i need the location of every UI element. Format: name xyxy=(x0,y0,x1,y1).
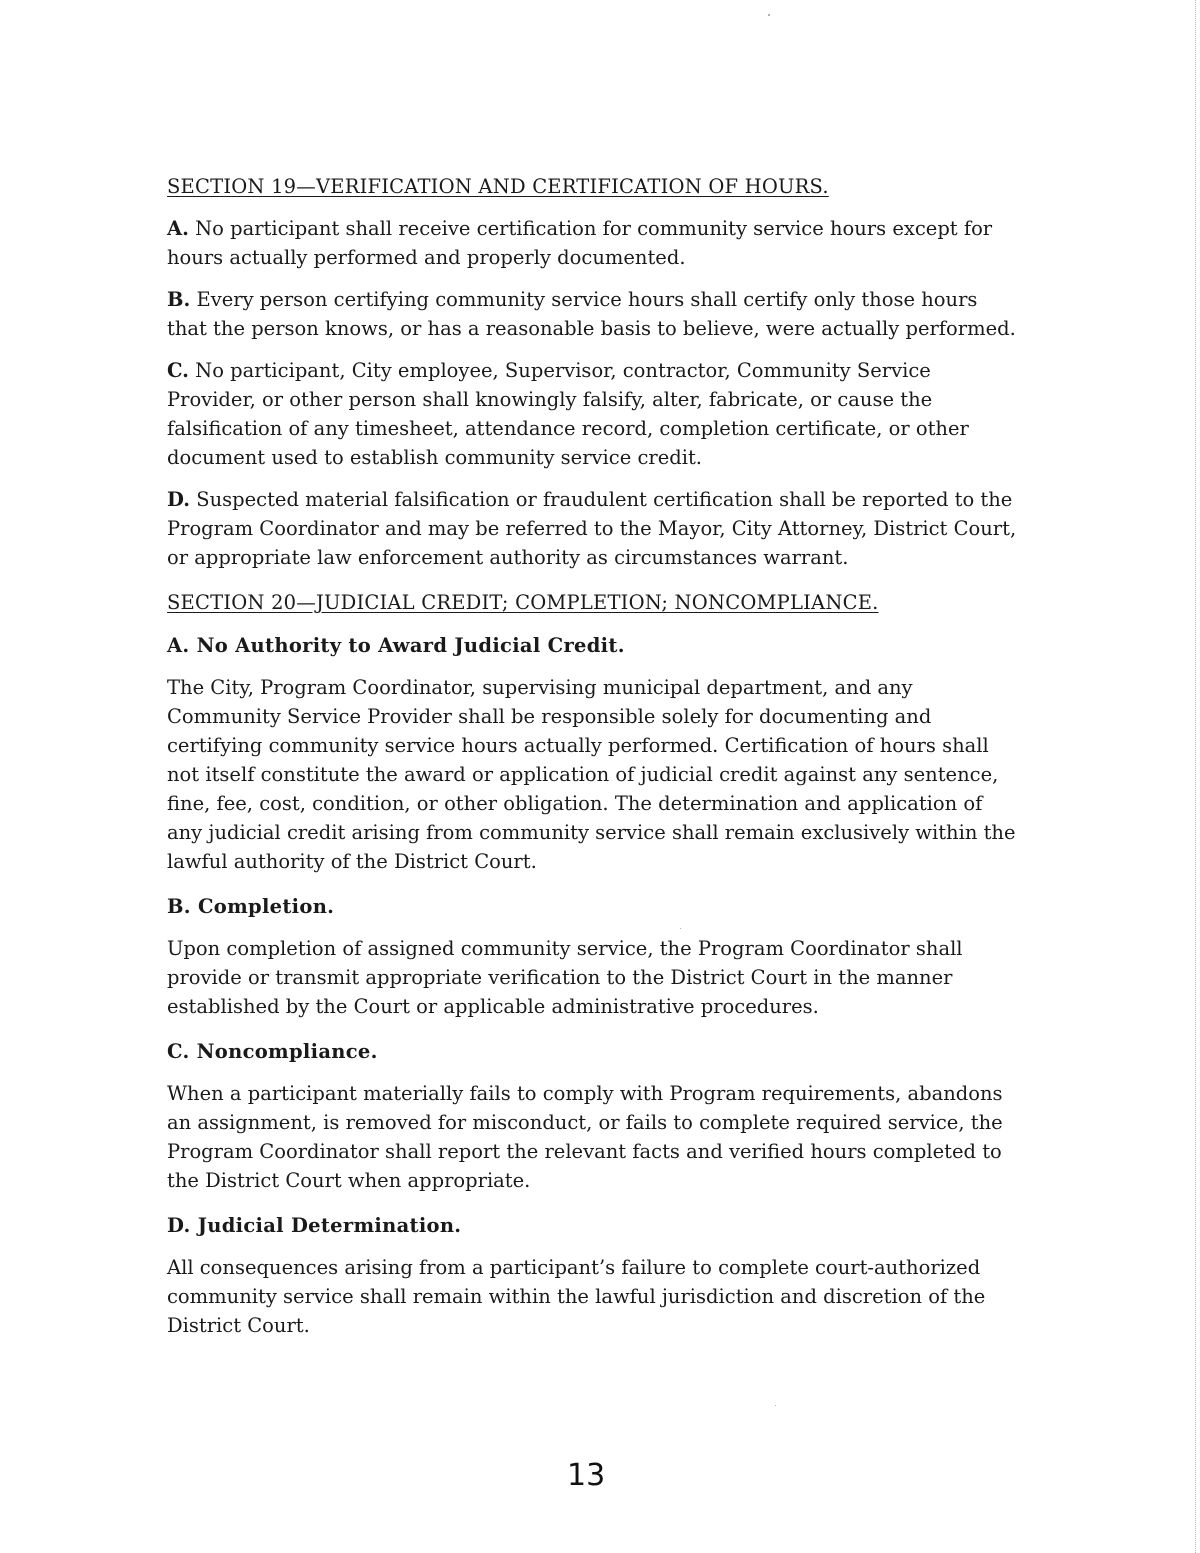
subsection-a-title: A. No Authority to Award Judicial Credit. xyxy=(167,634,625,657)
section-19-heading: SECTION 19—VERIFICATION AND CERTIFICATION OF HOURS. xyxy=(167,175,829,198)
page-number: 13 xyxy=(567,1458,606,1493)
subsection-d-title: D. Judicial Determination. xyxy=(167,1214,462,1237)
paragraph-letter: D. xyxy=(167,488,191,511)
paragraph-text: No participant shall receive certification for community service hours except for hours actually performed and properly documented. xyxy=(167,217,993,269)
scan-edge-line xyxy=(1195,0,1196,1553)
paragraph-letter: B. xyxy=(167,288,191,311)
scan-speck xyxy=(775,1405,776,1406)
section-19-paragraph-d xyxy=(167,485,1017,572)
section-19-paragraph-a xyxy=(167,214,1017,272)
subsection-b-title: B. Completion. xyxy=(167,895,335,918)
section-20-heading: SECTION 20—JUDICIAL CREDIT; COMPLETION; NONCOMPLIANCE. xyxy=(167,591,879,614)
paragraph-text: Suspected material falsification or fraudulent certification shall be reported to the Program Coordinator and may be referred to the Mayor, City Attorney, District Court, or appropriate law enforcement authority as circumstances warrant. xyxy=(167,488,1017,569)
scan-speck xyxy=(768,14,770,16)
paragraph-text: Every person certifying community service hours shall certify only those hours that the person knows, or has a reasonable basis to believe, were actually performed. xyxy=(167,288,1016,340)
subsection-b-text: Upon completion of assigned community service, the Program Coordinator shall provide or transmit appropriate verification to the District Court in the manner established by the Court or applicable administrative procedures. xyxy=(167,937,963,1018)
paragraph-letter: A. xyxy=(167,217,189,240)
subsection-c-text: When a participant materially fails to comply with Program requirements, abandons an assignment, is removed for misconduct, or fails to complete required service, the Program Coordinator shall report the relevant facts and verified hours completed to the District Court when appropriate. xyxy=(167,1082,1003,1192)
subsection-c-title: C. Noncompliance. xyxy=(167,1040,378,1063)
paragraph-letter: C. xyxy=(167,359,189,382)
subsection-a-text: The City, Program Coordinator, supervising municipal department, and any Community Service Provider shall be responsible solely for documenting and certifying community service hours actually performed. Certification of hours shall not itself constitute the award or application of judicial credit against any sentence, fine, fee, cost, condition, or other obligation. The determination and application of any judicial credit arising from community service shall remain exclusively within the lawful authority of the District Court. xyxy=(167,676,1016,873)
page-content xyxy=(167,172,1017,1353)
paragraph-text: No participant, City employee, Supervisor, contractor, Community Service Provider, or other person shall knowingly falsify, alter, fabricate, or cause the falsification of any timesheet, attendance record, completion certificate, or other document used to establish community service credit. xyxy=(167,359,969,469)
section-19-paragraph-b xyxy=(167,285,1017,343)
section-19-paragraph-c xyxy=(167,356,1017,472)
subsection-d-text: All consequences arising from a participant’s failure to complete court-authorized community service shall remain within the lawful jurisdiction and discretion of the District Court. xyxy=(167,1256,986,1337)
